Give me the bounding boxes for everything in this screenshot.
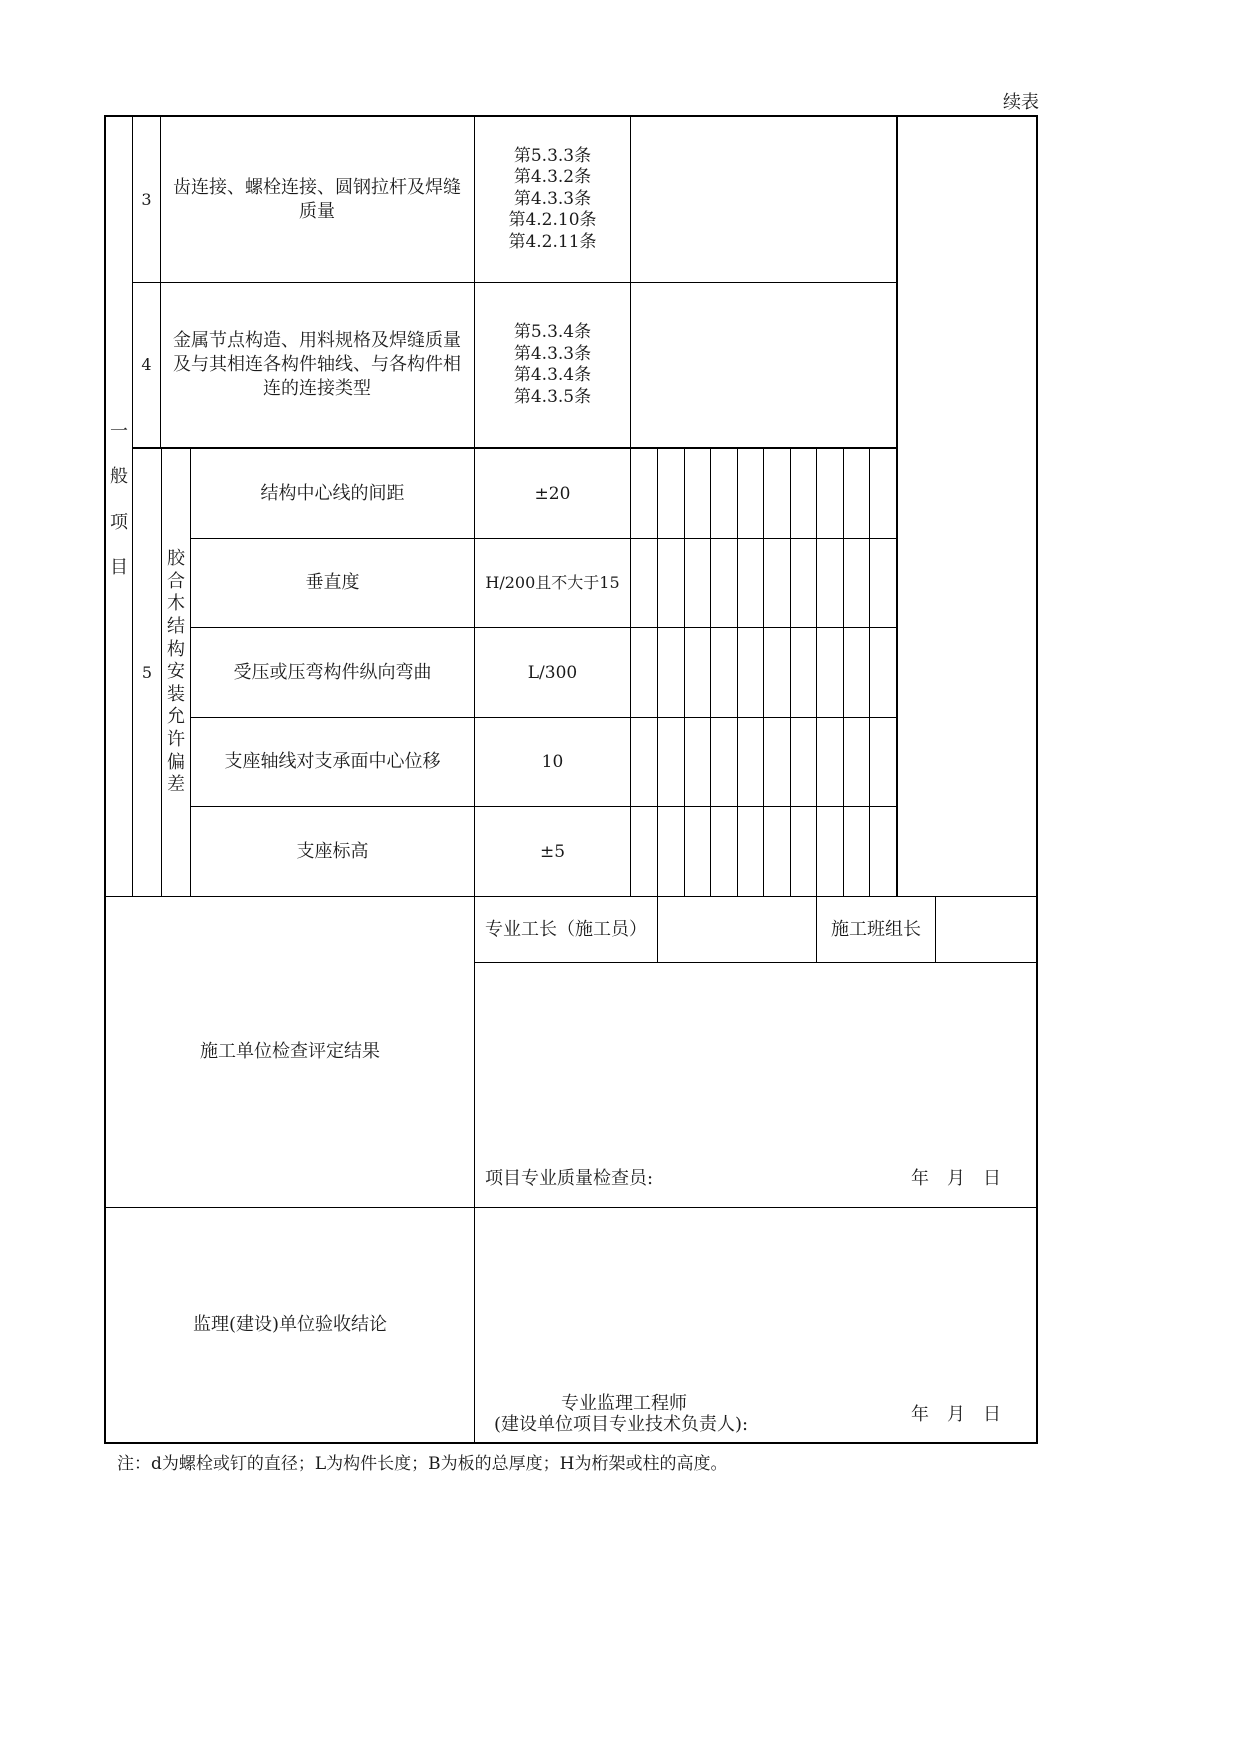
row-item-text: 齿连接、螺栓连接、圆钢拉杆及焊缝质量	[173, 176, 461, 222]
general-items-label	[106, 420, 132, 580]
general-items-char: 一	[110, 421, 128, 442]
row-item-text: 金属节点构造、用料规格及焊缝质量及与其相连各构件轴线、与各构件相连的连接类型	[173, 330, 461, 399]
tolerance-item-value: L/300	[527, 662, 578, 683]
tolerance-label-char: 偏	[167, 751, 185, 773]
supervising-engineer-sub-label: (建设单位项目专业技术负责人):	[494, 1414, 749, 1435]
tolerance-label-char: 结	[167, 616, 185, 638]
footnote: 注：d为螺栓或钉的直径；L为构件长度；B为板的总厚度；H为桁架或柱的高度。	[117, 1454, 728, 1474]
team-leader-label: 施工班组长	[831, 918, 921, 940]
clause-text: 第4.3.3条	[513, 188, 592, 209]
tolerance-item-value: H/200且不大于15	[485, 573, 620, 592]
tolerance-group-label	[162, 449, 190, 896]
row-clauses	[475, 117, 630, 282]
tolerance-label-char: 许	[167, 728, 185, 750]
team-leader-signature-field[interactable]	[936, 897, 1036, 962]
clause-text: 第5.3.4条	[513, 322, 592, 342]
clause-text: 第4.3.4条	[513, 365, 592, 385]
row-number: 5	[141, 662, 153, 682]
supervision-label: 监理(建设)单位验收结论	[192, 1314, 388, 1335]
clause-text: 第5.3.3条	[513, 145, 592, 166]
foreman-signature-field[interactable]	[658, 897, 816, 962]
tolerance-label-char: 差	[167, 774, 185, 796]
general-items-char: 项	[110, 511, 128, 533]
clause-text: 第4.3.3条	[513, 343, 592, 364]
general-items-char: 般	[110, 466, 128, 488]
tolerance-item-value: ±20	[534, 483, 571, 504]
tolerance-label-char: 木	[167, 593, 185, 615]
foreman-label: 专业工长（施工员）	[485, 918, 647, 940]
tolerance-label-char: 装	[167, 683, 185, 705]
tolerance-label-char: 安	[167, 661, 185, 683]
tolerance-label-char: 构	[167, 638, 185, 660]
tolerance-item-value: ±5	[539, 841, 566, 862]
general-items-char: 目	[110, 556, 128, 578]
row-clauses	[475, 283, 630, 447]
row-number: 3	[141, 189, 152, 209]
tolerance-item-value: 10	[541, 752, 564, 772]
supervising-engineer-label: 专业监理工程师	[561, 1393, 687, 1414]
tolerance-label-char: 允	[167, 706, 185, 728]
clause-text: 第4.3.5条	[513, 386, 592, 407]
tolerance-item-name: 支座标高	[296, 840, 369, 862]
continued-label: 续表	[1003, 92, 1039, 113]
construction-check-label: 施工单位检查评定结果	[200, 1041, 380, 1062]
row-number: 4	[141, 355, 152, 374]
tolerance-item-name: 结构中心线的间距	[260, 482, 405, 504]
clause-text: 第4.3.2条	[513, 167, 592, 188]
inspection-date-label: 年 月 日	[911, 1168, 1001, 1189]
clause-text: 第4.2.10条	[508, 210, 597, 231]
tolerance-label-char: 胶	[167, 548, 185, 570]
tolerance-item-name: 垂直度	[305, 572, 360, 593]
tolerance-item-name: 支座轴线对支承面中心位移	[224, 751, 441, 772]
quality-inspector-label: 项目专业质量检查员:	[485, 1168, 654, 1189]
supervision-date-label: 年 月 日	[911, 1404, 1001, 1425]
tolerance-label-char: 合	[167, 570, 185, 592]
clause-text: 第4.2.11条	[508, 231, 597, 252]
tolerance-item-name: 受压或压弯构件纵向弯曲	[233, 661, 432, 683]
